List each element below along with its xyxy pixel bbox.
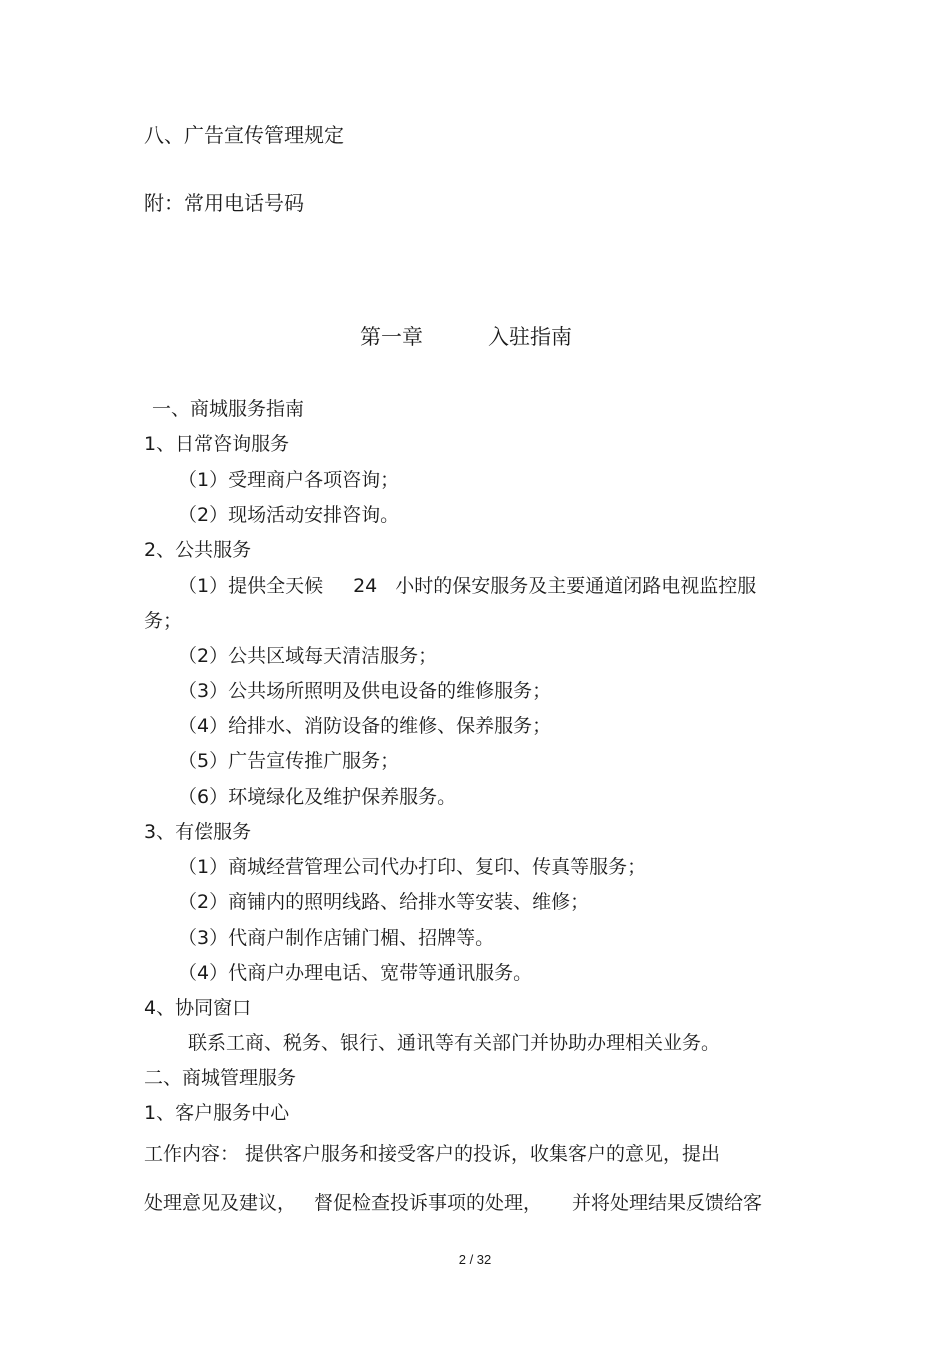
toc-item-advertising: 八、广告宣传管理规定: [144, 123, 344, 147]
list-item: （1）受理商户各项咨询；: [178, 469, 400, 491]
list-item-text: （1）提供全天候: [178, 575, 324, 597]
list-item: （5）广告宣传推广服务；: [178, 750, 400, 772]
list-item-text: 小时的保安服务及主要通道闭路电视监控服: [395, 575, 757, 597]
subsection-title: 1、日常咨询服务: [144, 433, 290, 455]
list-item: （2）现场活动安排咨询。: [178, 504, 400, 526]
subsection-title: 3、有偿服务: [144, 821, 252, 843]
paragraph-text: 并将处理结果反馈给客: [572, 1192, 763, 1214]
section-heading-mall-management: 二、商城管理服务: [144, 1067, 297, 1089]
paragraph: [144, 1191, 762, 1215]
list-item: （1）商城经营管理公司代办打印、复印、传真等服务；: [178, 856, 647, 878]
subsection-title: 2、公共服务: [144, 539, 252, 561]
list-item: （6）环境绿化及维护保养服务。: [178, 786, 457, 808]
list-item: （4）代商户办理电话、宽带等通讯服务。: [178, 962, 533, 984]
list-item: （2）公共区域每天清洁服务；: [178, 645, 438, 667]
list-item: （4）给排水、消防设备的维修、保养服务；: [178, 715, 552, 737]
list-item-number: 24: [353, 575, 378, 597]
list-item: （2）商铺内的照明线路、给排水等安装、维修；: [178, 891, 590, 913]
page-number: 2 / 32: [458, 1252, 492, 1267]
list-item: （3）公共场所照明及供电设备的维修服务；: [178, 680, 552, 702]
chapter-title: 入驻指南: [488, 325, 572, 349]
paragraph: 联系工商、税务、银行、通讯等有关部门并协助办理相关业务。: [188, 1032, 721, 1054]
section-heading-mall-service-guide: 一、商城服务指南: [152, 398, 305, 420]
list-item: （3）代商户制作店铺门楣、招牌等。: [178, 927, 495, 949]
toc-appendix-phone-numbers: 附：常用电话号码: [144, 191, 304, 215]
list-item-continuation: 务；: [144, 610, 183, 632]
list-item: [178, 574, 756, 598]
paragraph-text: 督促检查投诉事项的处理，: [314, 1192, 543, 1214]
chapter-number: 第一章: [360, 325, 423, 349]
subsection-title: 1、客户服务中心: [144, 1102, 290, 1124]
subsection-title: 4、协同窗口: [144, 997, 252, 1019]
paragraph: 工作内容： 提供客户服务和接受客户的投诉，收集客户的意见，提出: [144, 1143, 721, 1165]
paragraph-text: 处理意见及建议，: [144, 1192, 297, 1214]
